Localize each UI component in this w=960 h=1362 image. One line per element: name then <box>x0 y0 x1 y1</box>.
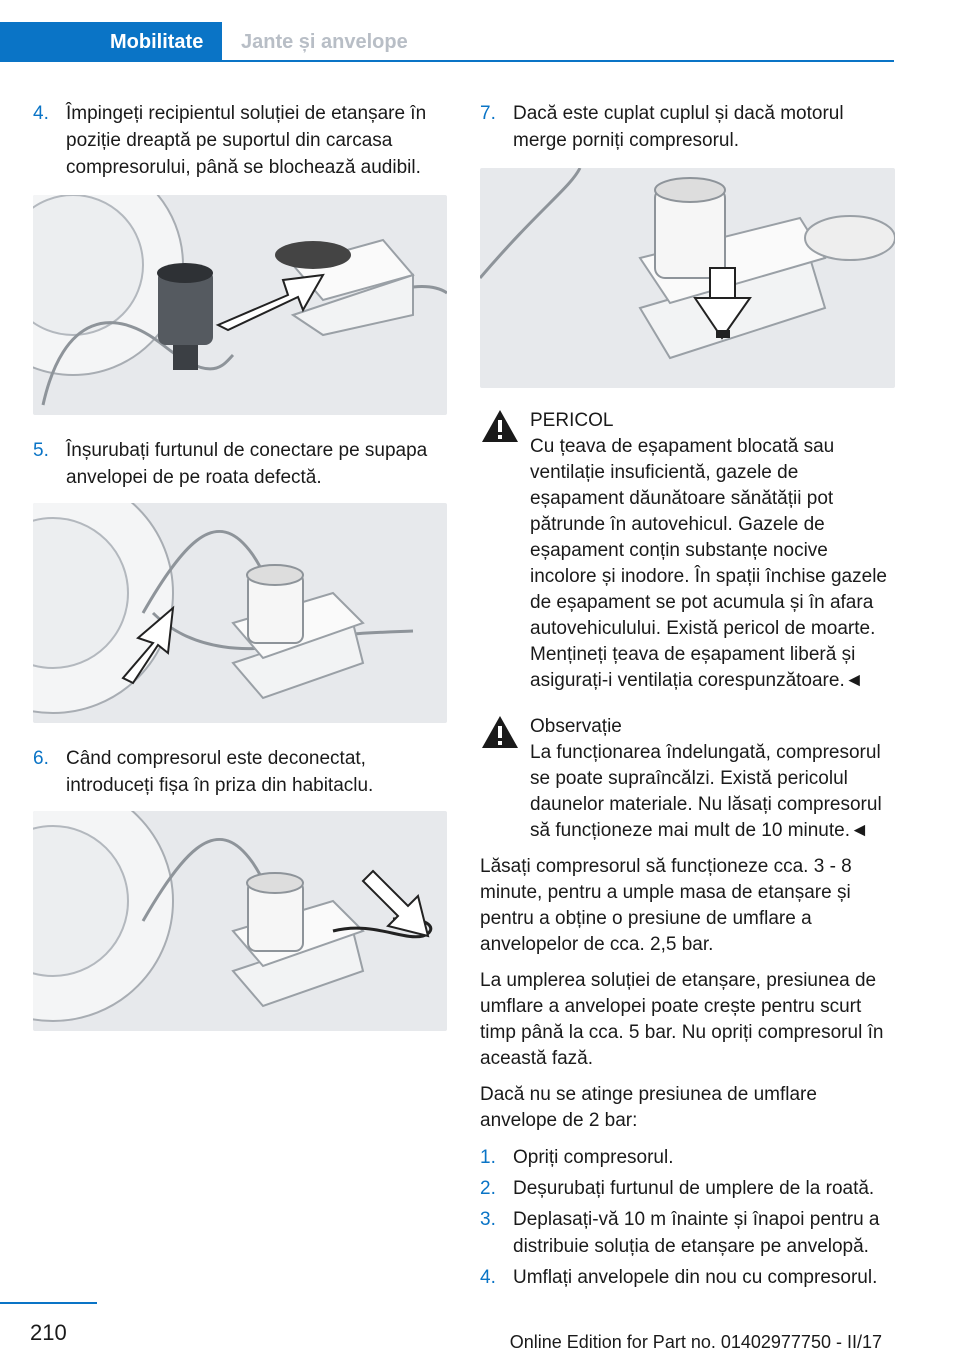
step-number: 1. <box>480 1147 496 1168</box>
note-title: Observație <box>530 716 622 737</box>
header-rule <box>222 60 894 62</box>
step-number: 4. <box>33 103 49 124</box>
page-number: 210 <box>30 1320 67 1345</box>
step-5 <box>33 437 447 491</box>
step-text: Opriți compresorul. <box>513 1147 674 1168</box>
step-number: 2. <box>480 1178 496 1199</box>
left-column <box>33 100 447 1031</box>
note-warning <box>480 714 895 844</box>
step-7 <box>480 100 895 154</box>
footer-rule <box>0 1302 97 1304</box>
chapter-tabbar <box>0 22 960 62</box>
danger-title: PERICOL <box>530 410 614 431</box>
tab-mobilitate[interactable]: Mobilitate <box>0 22 222 62</box>
figure-plug-socket <box>33 811 447 1031</box>
tab-jante-si-anvelope[interactable]: Jante și anvelope <box>241 31 408 53</box>
note-body: La funcționarea îndelungată, compresorul se poate supraîncălzi. Există pericolul daunelor materiale. Nu lăsați compresorul să funcționeze mai mult de 10 minute.◄ <box>530 742 882 841</box>
right-column <box>480 100 895 1295</box>
step-6 <box>33 745 447 799</box>
list-item <box>480 1206 895 1260</box>
step-text: Deplasați-vă 10 m înainte și înapoi pentru a distribuie soluția de etanșare pe anvelopă. <box>513 1209 880 1257</box>
paragraph-condition: Dacă nu se atinge presiunea de umflare anvelope de 2 bar: <box>480 1084 817 1131</box>
list-item <box>480 1175 895 1202</box>
step-text: Împingeți recipientul soluției de etanșare în poziție dreaptă pe suportul din carcasa compresorului, până se blochează audibil. <box>66 103 427 178</box>
step-number: 7. <box>480 103 496 124</box>
paragraph-run-time: Lăsați compresorul să funcționeze cca. 3 - 8 minute, pentru a umple masa de etanșare și pentru a obține o presiune de umflare a anvelopelor de cca. 2,5 bar. <box>480 856 852 955</box>
step-text: Înșurubați furtunul de conectare pe supapa anvelopei de pe roata defectă. <box>66 440 428 488</box>
step-number: 6. <box>33 748 49 769</box>
step-text: Umflați anvelopele din nou cu compresorul. <box>513 1267 878 1288</box>
paragraph-pressure: La umplerea soluției de etanșare, presiunea de umflare a anvelopei poate crește pentru scurt timp până la cca. 5 bar. Nu opriți compresorul în această fază. <box>480 970 884 1069</box>
list-item <box>480 1264 895 1291</box>
edition-note: Online Edition for Part no. 01402977750 - II/17 <box>509 1332 882 1352</box>
figure-screw-hose <box>33 503 447 723</box>
warning-triangle-icon <box>480 714 520 758</box>
step-number: 4. <box>480 1267 496 1288</box>
warning-triangle-icon <box>480 408 520 452</box>
danger-warning <box>480 408 895 694</box>
figure-insert-canister <box>33 195 447 415</box>
step-number: 5. <box>33 440 49 461</box>
step-text: Dacă este cuplat cuplul și dacă motorul merge porniți compresorul. <box>513 103 844 151</box>
step-number: 3. <box>480 1209 496 1230</box>
step-text: Când compresorul este deconectat, introduceți fișa în priza din habitaclu. <box>66 748 374 796</box>
step-4 <box>33 100 447 181</box>
danger-body: Cu țeava de eșapament blocată sau ventilație insuficientă, gazele de eșapament dăunătoare sănătății pot pătrunde în autovehicul. Gazele de eșapament conțin substanțe nocive incolore și inodore. În spații închise gazele de eșapament se pot acumula și în afara autovehiculului. Există pericol de moarte. Mențineți țeava de eșapament liberă și asigurați-i ventilația corespunzătoare.◄ <box>530 436 887 691</box>
step-text: Deșurubați furtunul de umplere de la roată. <box>513 1178 875 1199</box>
numbered-list <box>480 1144 895 1291</box>
figure-start-compressor <box>480 168 895 388</box>
list-item <box>480 1144 895 1171</box>
